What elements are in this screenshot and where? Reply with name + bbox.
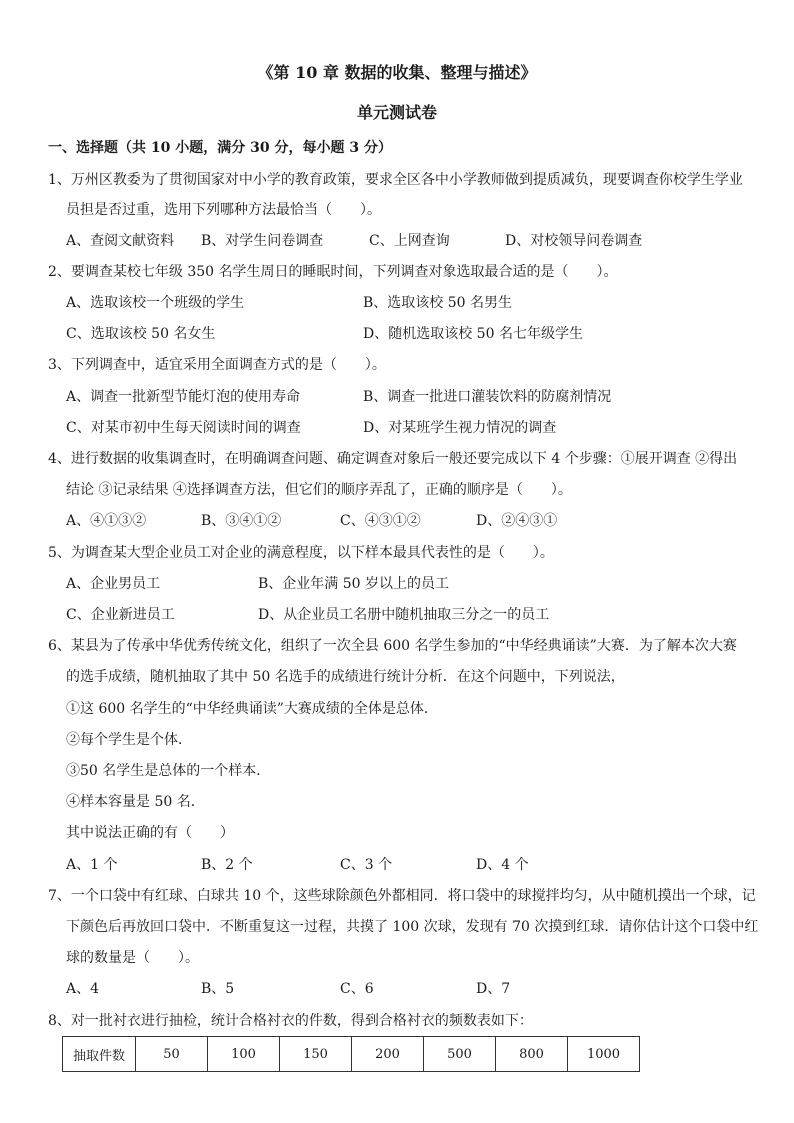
question-2-option-a: A、选取该校一个班级的学生 <box>66 295 245 311</box>
question-4-option-a: A、④①③② <box>66 513 147 529</box>
question-3-option-d: D、对某班学生视力情况的调查 <box>363 420 557 436</box>
question-2-line-1: 2、要调查某校七年级 350 名学生周日的睡眠时间，下列调查对象选取最合适的是（ ）。 <box>48 264 618 280</box>
question-2-option-b: B、选取该校 50 名男生 <box>363 295 513 311</box>
question-7-line-3: 球的数量是（ ）。 <box>66 950 199 966</box>
table-cell: 100 <box>208 1037 280 1072</box>
question-6-line-2: 的选手成绩，随机抽取了其中 50 名选手的成绩进行统计分析．在这个问题中，下列说法， <box>66 669 625 685</box>
question-2-option-d: D、随机选取该校 50 名七年级学生 <box>363 326 583 342</box>
section-heading: 一、选择题（共 10 小题，满分 30 分，每小题 3 分） <box>48 140 392 156</box>
question-6-option-a: A、1 个 <box>66 857 118 873</box>
question-5-option-b: B、企业年满 50 岁以上的员工 <box>258 576 450 592</box>
question-6-option-d: D、4 个 <box>476 857 529 873</box>
question-3-option-b: B、调查一批进口灌装饮料的防腐剂情况 <box>363 389 612 405</box>
question-6-statement-3: ③50 名学生是总体的一个样本． <box>66 763 271 779</box>
question-1-option-d: D、对校领导问卷调查 <box>505 233 643 249</box>
question-4-line-2: 结论 ③记录结果 ④选择调查方法，但它们的顺序弄乱了，正确的顺序是（ ）。 <box>66 482 572 498</box>
question-4-option-d: D、②④③① <box>476 513 558 529</box>
question-7-option-a: A、4 <box>66 981 100 997</box>
table-cell: 800 <box>496 1037 568 1072</box>
question-4-option-b: B、③④①② <box>201 513 282 529</box>
table-cell: 50 <box>136 1037 208 1072</box>
question-6-statement-4: ④样本容量是 50 名． <box>66 794 205 810</box>
question-7-option-d: D、7 <box>476 981 511 997</box>
table-row <box>63 1037 640 1072</box>
question-6-option-c: C、3 个 <box>340 857 393 873</box>
question-6-line-1: 6、某县为了传承中华优秀传统文化，组织了一次全县 600 名学生参加的“中华经典诵读”大赛．为了解本次大赛 <box>48 638 737 654</box>
question-2-option-c: C、选取该校 50 名女生 <box>66 326 216 342</box>
table-cell: 500 <box>424 1037 496 1072</box>
question-1-line-1: 1、万州区教委为了贯彻国家对中小学的教育政策，要求全区各中小学教师做到提质减负，现要调查你校学生学业 <box>48 172 743 188</box>
question-4-option-c: C、④③①② <box>340 513 421 529</box>
page-subtitle: 单元测试卷 <box>356 103 437 122</box>
question-6-option-b: B、2 个 <box>201 857 253 873</box>
question-5-option-a: A、企业男员工 <box>66 576 161 592</box>
question-6-statement-2: ②每个学生是个体． <box>66 732 192 748</box>
table-cell: 1000 <box>568 1037 640 1072</box>
question-3-option-c: C、对某市初中生每天阅读时间的调查 <box>66 420 301 436</box>
question-1-option-a: A、查阅文献资料 <box>66 233 175 249</box>
table-cell: 200 <box>352 1037 424 1072</box>
question-8-line-1: 8、对一批衬衣进行抽检，统计合格衬衣的件数，得到合格衬衣的频数表如下： <box>48 1013 533 1029</box>
question-6-prompt: 其中说法正确的有（ ） <box>66 825 234 841</box>
question-1-option-b: B、对学生问卷调查 <box>201 233 324 249</box>
question-5-line-1: 5、为调查某大型企业员工对企业的满意程度，以下样本最具代表性的是（ ）。 <box>48 545 554 561</box>
question-4-line-1: 4、进行数据的收集调查时，在明确调查问题、确定调查对象后一般还要完成以下 4 个步骤：①展开调查 ②得出 <box>48 451 738 467</box>
question-7-option-c: C、6 <box>340 981 374 997</box>
question-6-statement-1: ①这 600 名学生的“中华经典诵读”大赛成绩的全体是总体． <box>66 701 438 717</box>
question-7-line-2: 下颜色后再放回口袋中．不断重复这一过程，共摸了 100 次球，发现有 70 次摸到红球．请你估计这个口袋中红 <box>66 919 759 935</box>
table-header-cell: 抽取件数 <box>63 1037 136 1072</box>
question-7-option-b: B、5 <box>201 981 235 997</box>
question-5-option-c: C、企业新进员工 <box>66 607 175 623</box>
frequency-table <box>62 1036 640 1072</box>
question-3-option-a: A、调查一批新型节能灯泡的使用寿命 <box>66 389 301 405</box>
table-cell: 150 <box>280 1037 352 1072</box>
question-1-line-2: 员担是否过重，选用下列哪种方法最恰当（ ）。 <box>66 202 381 218</box>
question-3-line-1: 3、下列调查中，适宜采用全面调查方式的是（ ）。 <box>48 357 386 373</box>
question-1-option-c: C、上网查询 <box>369 233 450 249</box>
question-5-option-d: D、从企业员工名册中随机抽取三分之一的员工 <box>258 607 550 623</box>
page-title: 《第 10 章 数据的收集、整理与描述》 <box>257 63 537 82</box>
question-7-line-1: 7、一个口袋中有红球、白球共 10 个，这些球除颜色外都相同．将口袋中的球搅拌均匀，从中随机摸出一个球，记 <box>48 888 756 904</box>
